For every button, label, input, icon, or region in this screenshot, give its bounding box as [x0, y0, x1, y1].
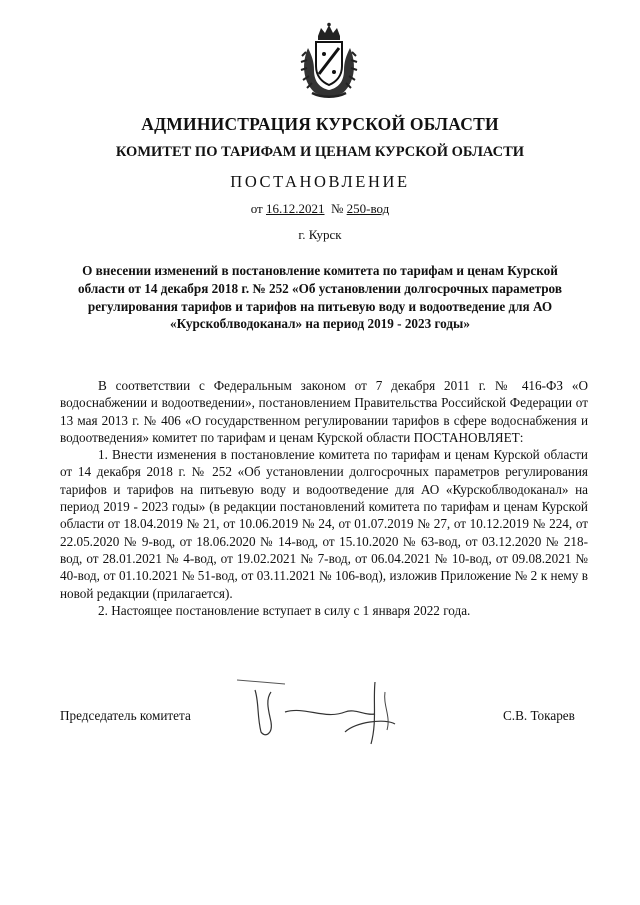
document-date: 16.12.2021 — [265, 201, 325, 216]
committee-title: КОМИТЕТ ПО ТАРИФАМ И ЦЕНАМ КУРСКОЙ ОБЛАСТИ — [115, 144, 525, 160]
organization-title: АДМИНИСТРАЦИЯ КУРСКОЙ ОБЛАСТИ — [141, 114, 499, 134]
date-prefix: от — [250, 201, 263, 216]
signatory-name: С.В. Токарев — [503, 708, 575, 723]
preamble-paragraph: В соответствии с Федеральным законом от 7 декабря 2011 г. № 416-ФЗ «О водоснабжении и водоотведении», постановлением Правительства Российской Федерации от 13 мая 2013 г. № 406 «О государственном регулировании тарифов в сфере водоснабжения и водоотведения» комитет по тарифам и ценам Курской области ПОСТАНОВЛЯЕТ: — [60, 378, 588, 445]
document-type: ПОСТАНОВЛЕНИЕ — [230, 172, 410, 191]
emblem-graphic — [298, 22, 360, 100]
handwritten-signature — [225, 672, 415, 752]
document-date-number — [0, 201, 640, 217]
number-prefix: № — [330, 201, 344, 216]
document-subject-title: О внесении изменений в постановление комитета по тарифам и ценам Курской области от 14 декабря 2018 г. № 252 «Об установлении долгосрочных параметров регулирования тарифов и тарифов на питьевую воду и водоотведение для АО «Курскоблводоканал» на период 2019 - 2023 годы» — [78, 263, 562, 332]
signatory-position: Председатель комитета — [60, 708, 191, 723]
document-number: 250-вод — [346, 201, 390, 216]
item-1-paragraph: 1. Внести изменения в постановление комитета по тарифам и ценам Курской области от 14 декабря 2018 г. № 252 «Об установлении долгосрочных параметров регулирования тарифов и тарифов на питьевую воду и водоотведение для АО «Курскоблводоканал» на период 2019 - 2023 годы» (в редакции постановлений комитета по тарифам и ценам Курской области от 18.04.2019 № 21, от 10.06.2019 № 24, от 01.07.2019 № 27, от 10.12.2019 № 224, от 22.05.2020 № 9-вод, от 18.06.2020 № 14-вод, от 15.10.2020 № 63-вод, от 03.12.2020 № 218-вод, от 28.01.2021 № 4-вод, от 19.02.2021 № 7-вод, от 06.04.2021 № 10-вод, от 09.08.2021 № 40-вод, от 01.10.2021 № 51-вод, от 03.11.2021 № 106-вод), изложив Приложение № 2 к нему в новой редакции (прилагается). — [60, 447, 588, 601]
document-body — [60, 377, 588, 619]
city: г. Курск — [298, 227, 342, 242]
item-2-paragraph: 2. Настоящее постановление вступает в силу с 1 января 2022 года. — [98, 602, 471, 618]
coat-of-arms-emblem — [298, 22, 360, 100]
